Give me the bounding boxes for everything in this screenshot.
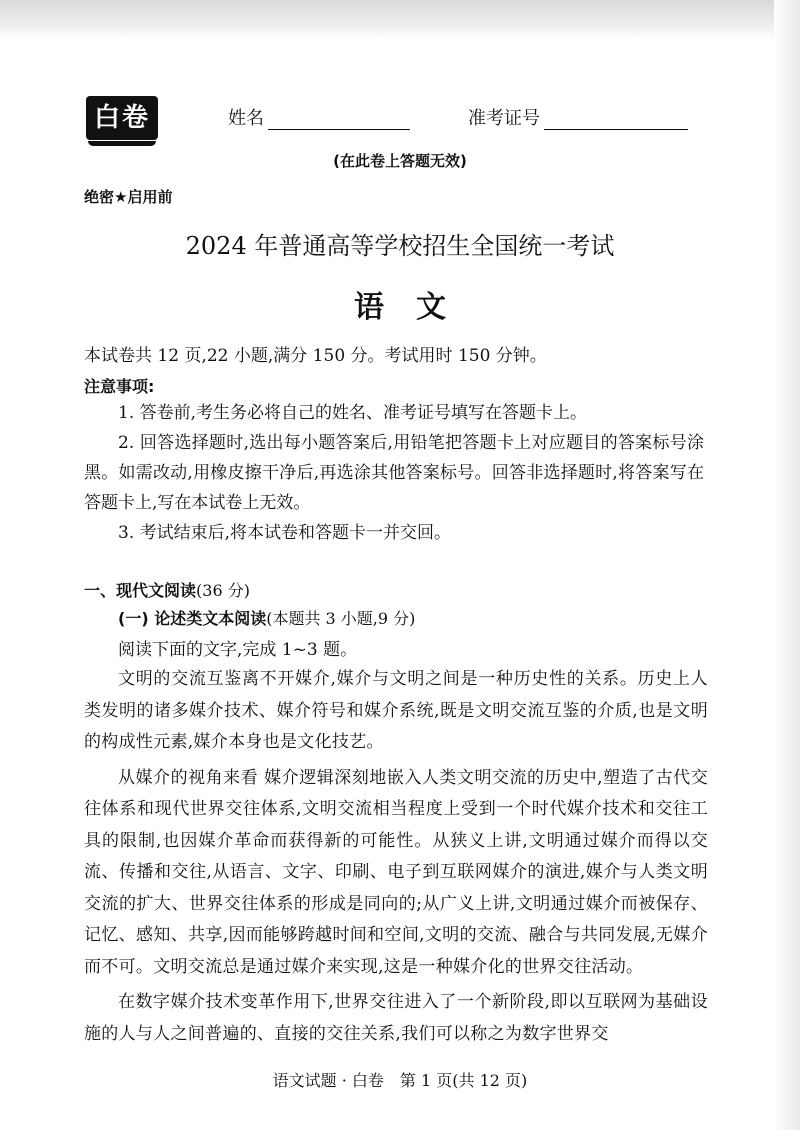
section-title: 一、现代文阅读 bbox=[84, 581, 197, 600]
notice-item: 2. 回答选择题时,选出每小题答案后,用铅笔把答题卡上对应题目的答案标号涂黑。如需改动,用橡皮擦干净后,再选涂其他答案标号。回答非选择题时,将答案写在答题卡上,写在本试卷上无效。 bbox=[84, 433, 704, 513]
section-score: (36 分) bbox=[196, 581, 250, 600]
name-blank bbox=[268, 109, 410, 130]
passage-paragraph: 文明的交流互鉴离不开媒介,媒介与文明之间是一种历史性的关系。历史上人类发明的诸多媒介技术、媒介符号和媒介系统,既是文明交流互鉴的介质,也是文明的构成性元素,媒介本身也是文化技艺。 bbox=[84, 669, 708, 752]
passage-paragraph: 从媒介的视角来看 媒介逻辑深刻地嵌入人类文明交流的历史中,塑造了古代交往体系和现代世界交往体系,文明交流相当程度上受到一个时代媒介技术和交往工具的限制,也因媒介革命而获得新的可能性。从狭义上讲,文明通过媒介而得以交流、传播和交往,从语言、文字、印刷、电子到互联网媒介的演进,媒介与人类文明交流的扩大、世界交往体系的形成是同向的;从广义上讲,文明通过媒介而被保存、记忆、感知、共享,因而能够跨越时间和空间,文明的交流、融合与共同发展,无媒介而不可。文明交流总是通过媒介来实现,这是一种媒介化的世界交往活动。 bbox=[84, 767, 708, 977]
passage-paragraph: 在数字媒介技术变革作用下,世界交往进入了一个新阶段,即以互联网为基础设施的人与人之间普遍的、直接的交往关系,我们可以称之为数字世界交 bbox=[84, 992, 708, 1044]
candidate-id-blank bbox=[544, 109, 688, 130]
subsection-title: (一) 论述类文本阅读 bbox=[118, 609, 267, 628]
reading-instruction: 阅读下面的文字,完成 1~3 题。 bbox=[118, 640, 358, 660]
reading-passage bbox=[84, 664, 708, 1054]
notice-item: 1. 答卷前,考生务必将自己的姓名、准考证号填写在答题卡上。 bbox=[118, 403, 588, 423]
notice-list bbox=[84, 398, 704, 548]
secret-label: 绝密★启用前 bbox=[84, 188, 173, 206]
candidate-id-label: 准考证号 bbox=[468, 108, 540, 129]
section-heading bbox=[84, 578, 250, 601]
notice-heading: 注意事项: bbox=[84, 377, 155, 396]
paper-badge: 白卷 bbox=[86, 96, 158, 140]
exam-title: 2024 年普通高等学校招生全国统一考试 bbox=[185, 232, 615, 260]
subsection-score: (本题共 3 小题,9 分) bbox=[266, 609, 416, 628]
page-footer: 语文试题 · 白卷 第 1 页(共 12 页) bbox=[272, 1071, 528, 1090]
name-field bbox=[228, 104, 410, 130]
subject-title: 语文 bbox=[354, 290, 478, 325]
name-label: 姓名 bbox=[228, 108, 264, 129]
exam-intro: 本试卷共 12 页,22 小题,满分 150 分。考试用时 150 分钟。 bbox=[84, 346, 547, 366]
notice-item: 3. 考试结束后,将本试卷和答题卡一并交回。 bbox=[118, 523, 452, 543]
candidate-id-field bbox=[468, 104, 688, 130]
subsection-heading bbox=[118, 606, 415, 629]
invalid-notice: (在此卷上答题无效) bbox=[333, 152, 467, 170]
